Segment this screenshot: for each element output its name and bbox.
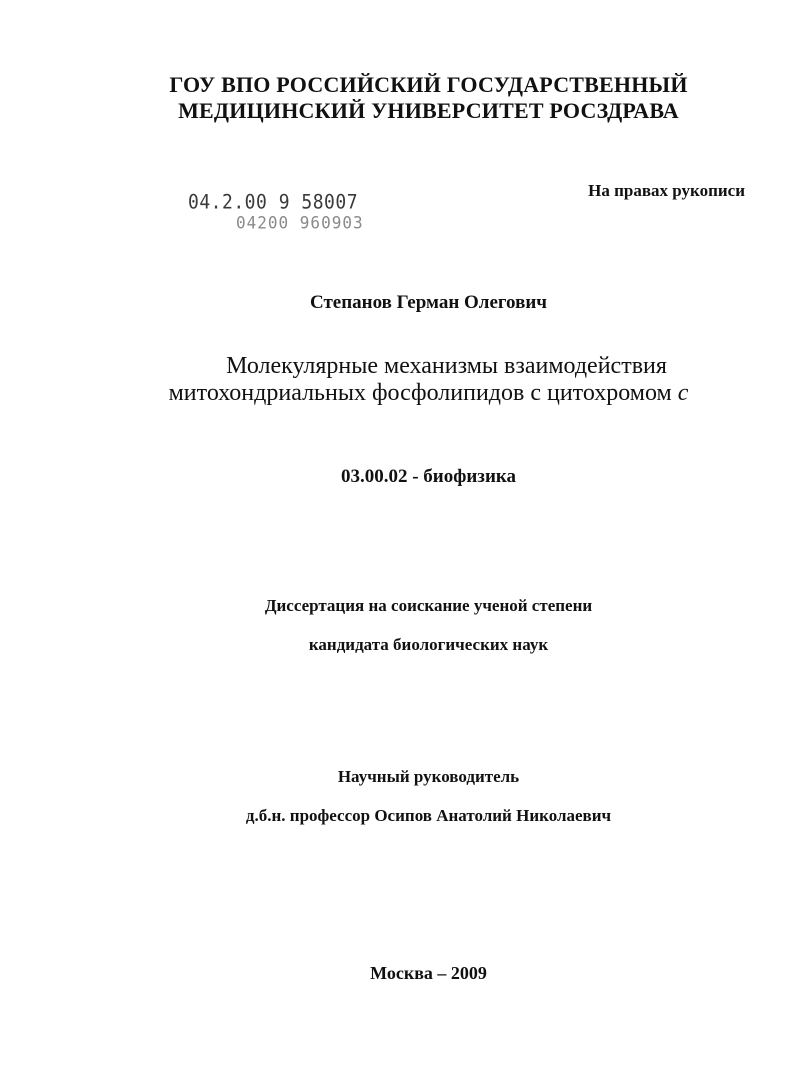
organization-name-line-1: ГОУ ВПО РОССИЙСКИЙ ГОСУДАРСТВЕННЫЙ	[169, 72, 688, 97]
library-stamp-line-2: 04200 960903	[236, 212, 364, 233]
specialty-code: 03.00.02 - биофизика	[340, 466, 517, 487]
degree-line-1: Диссертация на соискание ученой степени	[264, 596, 593, 615]
supervisor-name: д.б.н. профессор Осипов Анатолий Николаевич	[245, 806, 612, 825]
thesis-title-line-1: Молекулярные механизмы взаимодействия	[226, 353, 667, 379]
thesis-title-line-2-text: митохондриальных фосфолипидов с цитохромом	[168, 380, 678, 406]
manuscript-rights-note: На правах рукописи	[588, 181, 745, 200]
thesis-title-italic-c: c	[677, 380, 689, 406]
city-and-year: Москва – 2009	[370, 963, 487, 983]
organization-name-line-2: МЕДИЦИНСКИЙ УНИВЕРСИТЕТ РОСЗДРАВА	[178, 98, 679, 123]
degree-line-2: кандидата биологических наук	[308, 635, 549, 654]
thesis-title-line-2	[30, 380, 797, 407]
library-stamp-line-1: 04.2.00 9 58007	[188, 190, 359, 215]
author-name: Степанов Герман Олегович	[309, 292, 547, 313]
supervisor-label: Научный руководитель	[337, 767, 520, 786]
